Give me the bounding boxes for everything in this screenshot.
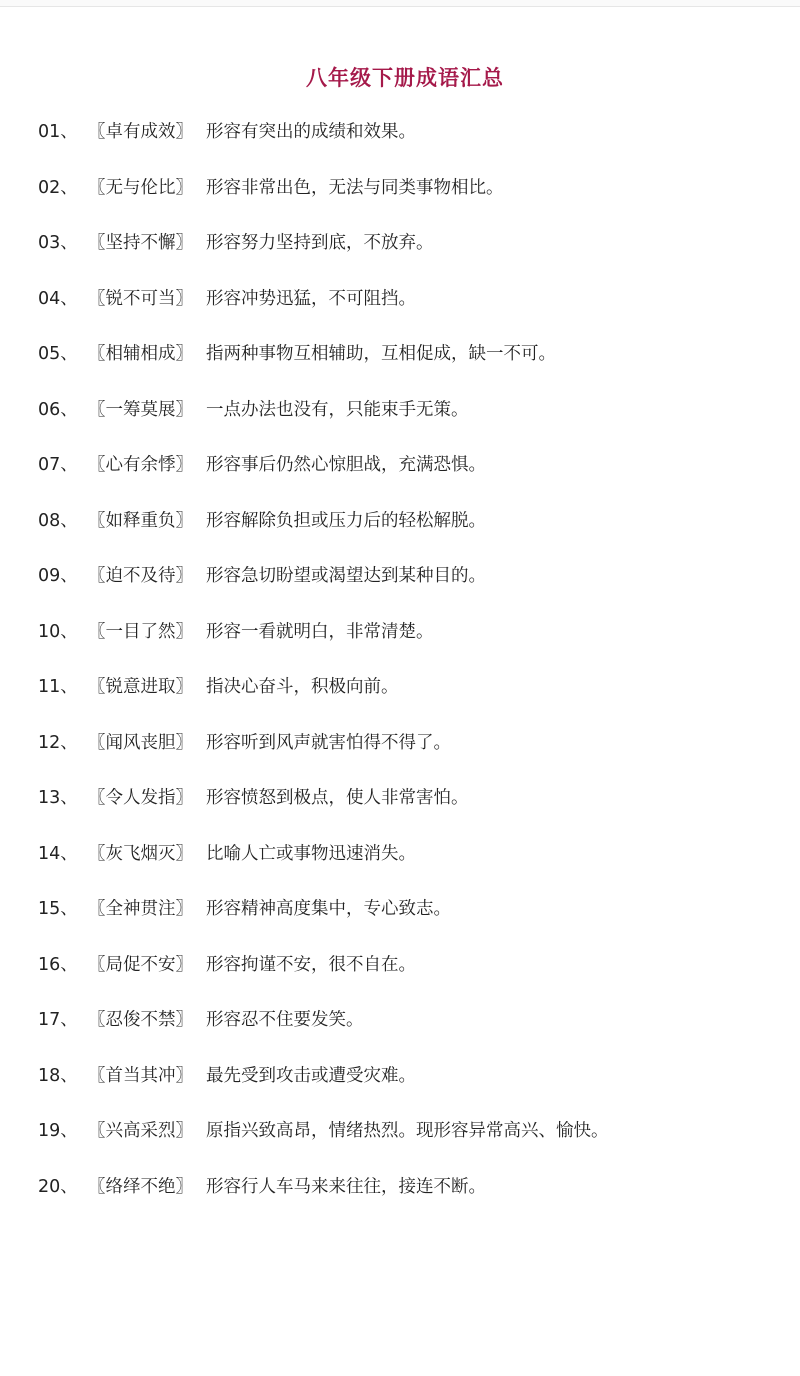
idiom-definition: 形容急切盼望或渴望达到某种目的。: [206, 566, 486, 586]
idiom-term: 〖如释重负〗: [88, 510, 193, 531]
idiom-definition: 形容冲势迅猛，不可阻挡。: [206, 288, 416, 309]
idiom-term: 〖全神贯注〗: [88, 899, 193, 919]
idiom-definition: 一点办法也没有，只能束手无策。: [206, 399, 469, 420]
idiom-definition: 形容事后仍然心惊胆战，充满恐惧。: [206, 455, 486, 475]
item-number: 03、: [38, 233, 78, 253]
idiom-term: 〖兴高采烈〗: [88, 1121, 193, 1141]
list-item: [38, 895, 778, 951]
idiom-definition: 形容精神高度集中，专心致志。: [206, 899, 451, 919]
item-number: 08、: [38, 510, 78, 531]
item-number: 13、: [38, 788, 78, 808]
idiom-term: 〖一筹莫展〗: [88, 399, 193, 420]
list-item: [38, 562, 778, 618]
item-number: 10、: [38, 621, 78, 642]
item-number: 06、: [38, 399, 78, 420]
list-item: [38, 229, 778, 285]
idiom-definition: 指决心奋斗，积极向前。: [206, 677, 399, 697]
item-number: 16、: [38, 954, 78, 975]
idiom-definition: 指两种事物互相辅助，互相促成，缺一不可。: [206, 344, 556, 364]
list-item: [38, 1117, 778, 1173]
list-item: [38, 451, 778, 507]
idiom-definition: 原指兴致高昂，情绪热烈。现形容异常高兴、愉快。: [206, 1121, 609, 1141]
item-number: 07、: [38, 455, 78, 475]
idiom-definition: 形容行人车马来来往往，接连不断。: [206, 1176, 486, 1197]
idiom-term: 〖闻风丧胆〗: [88, 732, 193, 753]
idiom-term: 〖坚持不懈〗: [88, 233, 193, 253]
list-item: [38, 340, 778, 396]
idiom-term: 〖锐意进取〗: [88, 677, 193, 697]
list-item: [38, 1062, 778, 1118]
idiom-definition: 形容拘谨不安，很不自在。: [206, 954, 416, 975]
idiom-definition: 比喻人亡或事物迅速消失。: [206, 843, 416, 864]
list-item: [38, 1173, 778, 1229]
item-number: 05、: [38, 344, 78, 364]
idiom-list: [38, 118, 778, 1228]
idiom-term: 〖无与伦比〗: [88, 177, 193, 198]
idiom-term: 〖心有余悸〗: [88, 455, 193, 475]
list-item: [38, 729, 778, 785]
idiom-term: 〖一目了然〗: [88, 621, 193, 642]
idiom-term: 〖相辅相成〗: [88, 344, 193, 364]
idiom-definition: 形容非常出色，无法与同类事物相比。: [206, 177, 504, 198]
list-item: [38, 951, 778, 1007]
item-number: 04、: [38, 288, 78, 309]
idiom-definition: 形容有突出的成绩和效果。: [206, 122, 416, 142]
item-number: 19、: [38, 1121, 78, 1141]
top-divider: [0, 0, 800, 7]
idiom-definition: 形容忍不住要发笑。: [206, 1010, 364, 1030]
idiom-definition: 形容一看就明白，非常清楚。: [206, 621, 434, 642]
list-item: [38, 396, 778, 452]
list-item: [38, 285, 778, 341]
idiom-term: 〖首当其冲〗: [88, 1065, 193, 1086]
list-item: [38, 618, 778, 674]
page-title: 八年级下册成语汇总: [306, 66, 504, 90]
idiom-definition: 形容解除负担或压力后的轻松解脱。: [206, 510, 486, 531]
list-item: [38, 118, 778, 174]
idiom-term: 〖忍俊不禁〗: [88, 1010, 193, 1030]
idiom-term: 〖局促不安〗: [88, 954, 193, 975]
list-item: [38, 673, 778, 729]
idiom-term: 〖络绎不绝〗: [88, 1176, 193, 1197]
idiom-definition: 形容努力坚持到底，不放弃。: [206, 233, 434, 253]
item-number: 17、: [38, 1010, 78, 1030]
idiom-definition: 形容听到风声就害怕得不得了。: [206, 732, 451, 753]
list-item: [38, 784, 778, 840]
idiom-definition: 最先受到攻击或遭受灾难。: [206, 1065, 416, 1086]
item-number: 18、: [38, 1065, 78, 1086]
item-number: 01、: [38, 122, 78, 142]
idiom-term: 〖迫不及待〗: [88, 566, 193, 586]
item-number: 11、: [38, 677, 78, 697]
idiom-term: 〖灰飞烟灭〗: [88, 843, 193, 864]
idiom-term: 〖锐不可当〗: [88, 288, 193, 309]
item-number: 14、: [38, 843, 78, 864]
item-number: 20、: [38, 1176, 78, 1197]
list-item: [38, 507, 778, 563]
idiom-term: 〖令人发指〗: [88, 788, 193, 808]
list-item: [38, 1006, 778, 1062]
idiom-definition: 形容愤怒到极点，使人非常害怕。: [206, 788, 469, 808]
idiom-term: 〖卓有成效〗: [88, 122, 193, 142]
item-number: 09、: [38, 566, 78, 586]
list-item: [38, 840, 778, 896]
list-item: [38, 174, 778, 230]
item-number: 12、: [38, 732, 78, 753]
item-number: 02、: [38, 177, 78, 198]
item-number: 15、: [38, 899, 78, 919]
